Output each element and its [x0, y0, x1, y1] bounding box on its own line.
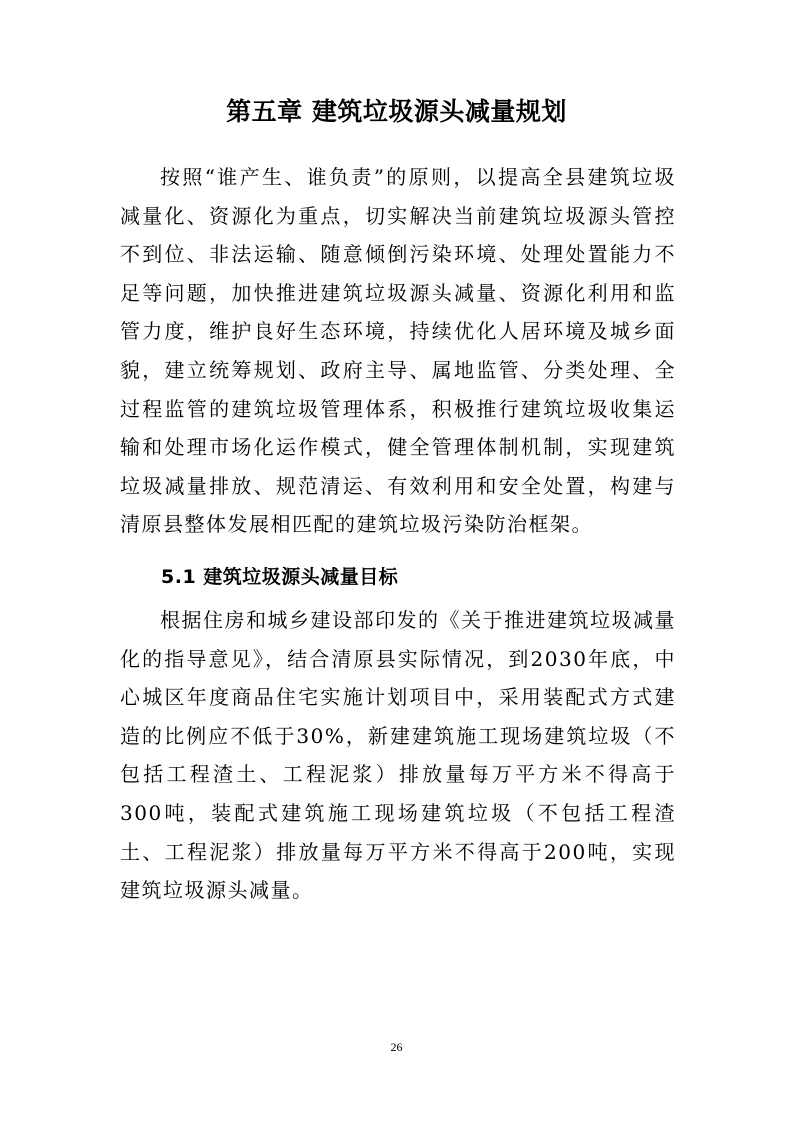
- section-5-1-paragraph: 根据住房和城乡建设部印发的《关于推进建筑垃圾减量化的指导意见》，结合清原县实际情况，到2030年底，中心城区年度商品住宅实施计划项目中，采用装配式方式建造的比例应不低于30%，新建建筑施工现场建筑垃圾（不包括工程渣土、工程泥浆）排放量每万平方米不得高于300吨，装配式建筑施工现场建筑垃圾（不包括工程渣土、工程泥浆）排放量每万平方米不得高于200吨，实现建筑垃圾源头减量。: [120, 608, 676, 903]
- chapter-title: 第五章 建筑垃圾源头减量规划: [226, 97, 567, 126]
- page-number: 26: [390, 1040, 403, 1054]
- section-heading-5-1: 5.1 建筑垃圾源头减量目标: [161, 566, 399, 588]
- intro-paragraph: 按照“谁产生、谁负责”的原则，以提高全县建筑垃圾减量化、资源化为重点，切实解决当前建筑垃圾源头管控不到位、非法运输、随意倾倒污染环境、处理处置能力不足等问题，加快推进建筑垃圾源头减量、资源化利用和监管力度，维护良好生态环境，持续优化人居环境及城乡面貌，建立统筹规划、政府主导、属地监管、分类处理、全过程监管的建筑垃圾管理体系，积极推行建筑垃圾收集运输和处理市场化运作模式，健全管理体制机制，实现建筑垃圾减量排放、规范清运、有效利用和安全处置，构建与清原县整体发展相匹配的建筑垃圾污染防治框架。: [120, 165, 676, 537]
